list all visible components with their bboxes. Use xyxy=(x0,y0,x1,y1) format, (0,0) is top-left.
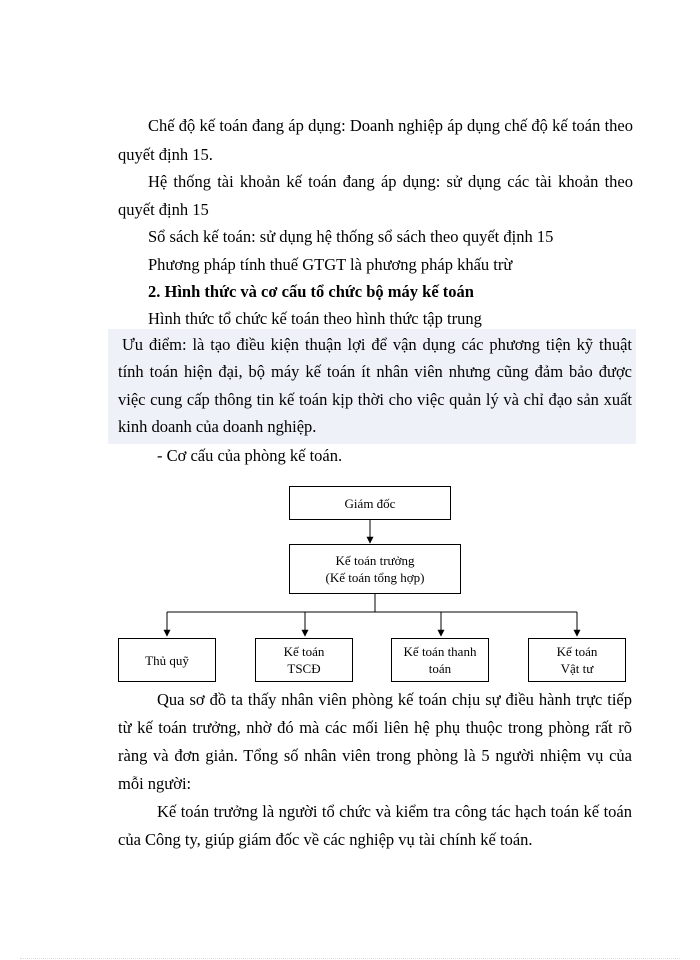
org-box-payment-line2: toán xyxy=(428,661,452,676)
org-box-chief-line2: (Kế toán tổng hợp) xyxy=(325,570,425,585)
section-heading: 2. Hình thức và cơ cấu tổ chức bộ máy kế toán xyxy=(148,282,474,301)
org-box-chief-line1: Kế toán trưởng xyxy=(335,553,415,568)
analysis-line1: Qua sơ đồ ta thấy nhân viên phòng kế toán chịu sự điều hành trực tiếp xyxy=(157,690,632,709)
paragraph-organization-form: Hình thức tổ chức kế toán theo hình thức tập trung xyxy=(148,309,482,328)
analysis-line3: ràng và đơn giản. Tổng số nhân viên trong phòng là 5 người nhiệm vụ của xyxy=(118,746,632,765)
paragraph-account-system-line1: Hệ thống tài khoản kế toán đang áp dụng: sử dụng các tài khoản theo xyxy=(148,172,633,191)
advantages-line4: kinh doanh của doanh nghiệp. xyxy=(118,417,317,436)
chief-duty-line1: Kế toán trưởng là người tổ chức và kiểm tra công tác hạch toán kế toán xyxy=(157,802,632,821)
advantages-line2: tính toán hiện đại, bộ máy kế toán ít nhân viên nhưng cũng đảm bảo được xyxy=(118,362,632,381)
advantages-line1: Ưu điểm: là tạo điều kiện thuận lợi để vận dụng các phương tiện kỹ thuật xyxy=(122,335,632,354)
org-box-chief-accountant xyxy=(289,544,461,594)
analysis-line4: mỗi người: xyxy=(118,774,192,793)
org-box-cashier-label: Thủ quỹ xyxy=(145,652,189,668)
org-box-payment-line1: Kế toán thanh xyxy=(403,644,477,659)
org-box-materials-line2: Vật tư xyxy=(560,661,594,676)
paragraph-vat-method: Phương pháp tính thuế GTGT là phương pháp khấu trừ xyxy=(148,255,513,274)
structure-caption: - Cơ cấu của phòng kế toán. xyxy=(157,446,343,465)
org-box-director xyxy=(289,486,451,520)
org-box-materials xyxy=(528,638,626,682)
org-box-fixed-assets xyxy=(255,638,353,682)
paragraph-account-system-line2: quyết định 15 xyxy=(118,200,209,219)
org-box-fixed-assets-line1: Kế toán xyxy=(283,644,325,659)
org-box-director-label: Giám đốc xyxy=(344,495,396,511)
org-box-cashier xyxy=(118,638,216,682)
analysis-line2: từ kế toán trưởng, nhờ đó mà các mối liên hệ phụ thuộc trong phòng rất rõ xyxy=(118,718,632,737)
page-bottom-rule xyxy=(20,958,680,959)
org-box-payment xyxy=(391,638,489,682)
chief-duty-line2: của Công ty, giúp giám đốc về các nghiệp vụ tài chính kế toán. xyxy=(118,830,533,849)
org-box-fixed-assets-line2: TSCĐ xyxy=(287,661,321,676)
org-box-materials-line1: Kế toán xyxy=(556,644,598,659)
paragraph-accounting-regime-line2: quyết định 15. xyxy=(118,145,213,164)
advantages-line3: việc cung cấp thông tin kế toán kịp thời cho việc quản lý và chỉ đạo sản xuất xyxy=(118,390,632,409)
paragraph-accounting-regime-line1: Chế độ kế toán đang áp dụng: Doanh nghiệp áp dụng chế độ kế toán theo xyxy=(148,116,633,135)
paragraph-ledger: Sổ sách kế toán: sử dụng hệ thống sổ sách theo quyết định 15 xyxy=(148,227,554,246)
